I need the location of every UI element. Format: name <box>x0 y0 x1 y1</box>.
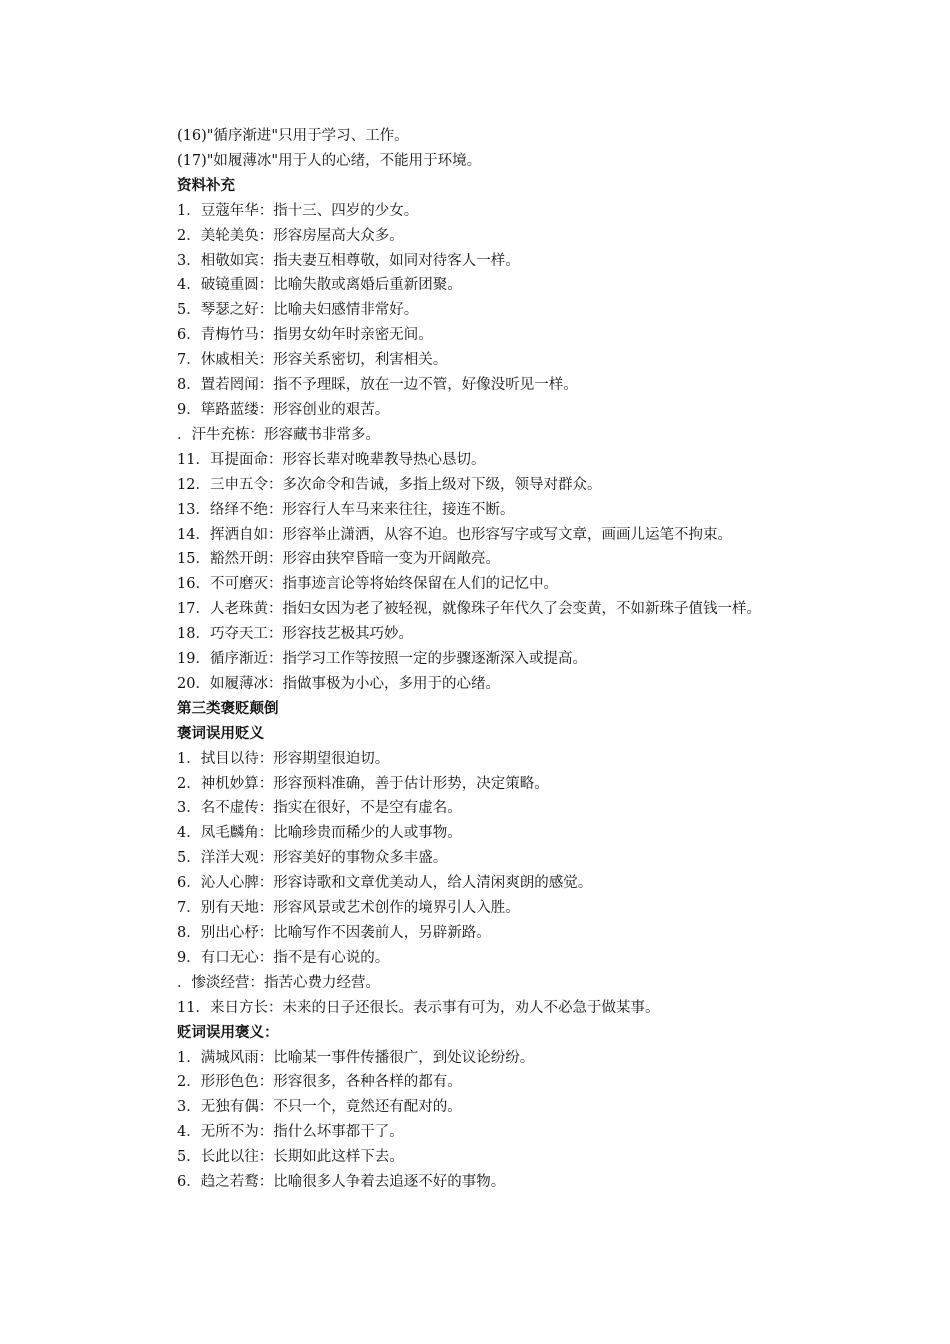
list-item: 3．相敬如宾：指夫妻互相尊敬，如同对待客人一样。 <box>177 252 520 269</box>
list-item: 17．人老珠黄：指妇女因为老了被轻视，就像珠子年代久了会变黄，不如新珠子值钱一样。 <box>177 601 761 618</box>
document-body <box>145 124 815 1195</box>
list-item: 5．洋洋大观：形容美好的事物众多丰盛。 <box>177 850 448 867</box>
list-item: 3．名不虚传：指实在很好，不是空有虚名。 <box>177 800 462 817</box>
list-item: 9．筚路蓝缕：形容创业的艰苦。 <box>177 401 390 418</box>
list-item: 2．美轮美奂：形容房屋高大众多。 <box>177 227 404 244</box>
list-item: 18．巧夺天工：形容技艺极其巧妙。 <box>177 626 413 643</box>
list-item: 1．拭目以待：形容期望很迫切。 <box>177 750 390 767</box>
list-item: 3．无独有偶：不只一个，竟然还有配对的。 <box>177 1099 462 1116</box>
list-item: 15．豁然开朗：形容由狭窄昏暗一变为开阔敞亮。 <box>177 551 500 568</box>
list-item: 11．耳提面命：形容长辈对晚辈教导热心恳切。 <box>177 451 486 468</box>
list-item: ．汗牛充栋：形容藏书非常多。 <box>177 426 380 443</box>
list-item: 4．凤毛麟角：比喻珍贵而稀少的人或事物。 <box>177 825 462 842</box>
list-item: 2．神机妙算：形容预料准确，善于估计形势，决定策略。 <box>177 775 549 792</box>
list-item: 7．别有天地：形容风景或艺术创作的境界引人入胜。 <box>177 900 520 917</box>
list-item: 12．三申五令：多次命令和告诫，多指上级对下级，领导对群众。 <box>177 476 602 493</box>
section-heading-category-three: 第三类褒贬颠倒 <box>177 699 279 717</box>
list-item: 13．络绎不绝：形容行人车马来来往往，接连不断。 <box>177 501 515 518</box>
list-item: 7．休戚相关：形容关系密切，利害相关。 <box>177 352 448 369</box>
list-item: 6．沁人心脾：形容诗歌和文章优美动人，给人清闲爽朗的感觉。 <box>177 875 593 892</box>
section-heading-supplement: 资料补充 <box>177 176 235 194</box>
list-item: 16．不可磨灭：指事迹言论等将始终保留在人们的记忆中。 <box>177 576 558 593</box>
list-item: 20．如履薄冰：指做事极为小心，多用于的心绪。 <box>177 675 500 692</box>
list-item: 5．琴瑟之好：比喻夫妇感情非常好。 <box>177 302 419 319</box>
list-item: 2．形形色色：形容很多，各种各样的都有。 <box>177 1074 462 1091</box>
list-item: 1．豆蔻年华：指十三、四岁的少女。 <box>177 202 419 219</box>
list-item: 5．长此以往：长期如此这样下去。 <box>177 1149 404 1166</box>
list-item: 4．无所不为：指什么坏事都干了。 <box>177 1124 404 1141</box>
list-item: 6．青梅竹马：指男女幼年时亲密无间。 <box>177 327 433 344</box>
list-item: 6．趋之若鹜：比喻很多人争着去追逐不好的事物。 <box>177 1174 506 1191</box>
list-item: ．惨淡经营：指苦心费力经营。 <box>177 974 380 991</box>
rule-line-17: (17)"如履薄冰"用于人的心绪，不能用于环境。 <box>177 152 482 169</box>
rule-line-16: (16)"循序渐进"只用于学习、工作。 <box>177 128 409 144</box>
list-item: 19．循序渐近：指学习工作等按照一定的步骤逐渐深入或提高。 <box>177 651 587 668</box>
list-item: 11．来日方长：未来的日子还很长。表示事有可为，劝人不必急于做某事。 <box>177 999 660 1016</box>
list-item: 8．别出心杼：比喻写作不因袭前人，另辟新路。 <box>177 925 491 941</box>
list-item: 8．置若罔闻：指不予理睬，放在一边不管，好像没听见一样。 <box>177 377 578 394</box>
list-item: 9．有口无心：指不是有心说的。 <box>177 949 390 966</box>
list-item: 4．破镜重圆：比喻失散或离婚后重新团聚。 <box>177 277 462 294</box>
subsection-heading-positive-misused: 褒词误用贬义 <box>177 724 264 742</box>
subsection-heading-negative-misused: 贬词误用褒义： <box>177 1023 279 1041</box>
list-item: 14．挥洒自如：形容举止潇洒，从容不迫。也形容写字或写文章，画画儿运笔不拘束。 <box>177 526 732 543</box>
list-item: 1．满城风雨：比喻某一事件传播很广，到处议论纷纷。 <box>177 1049 535 1066</box>
